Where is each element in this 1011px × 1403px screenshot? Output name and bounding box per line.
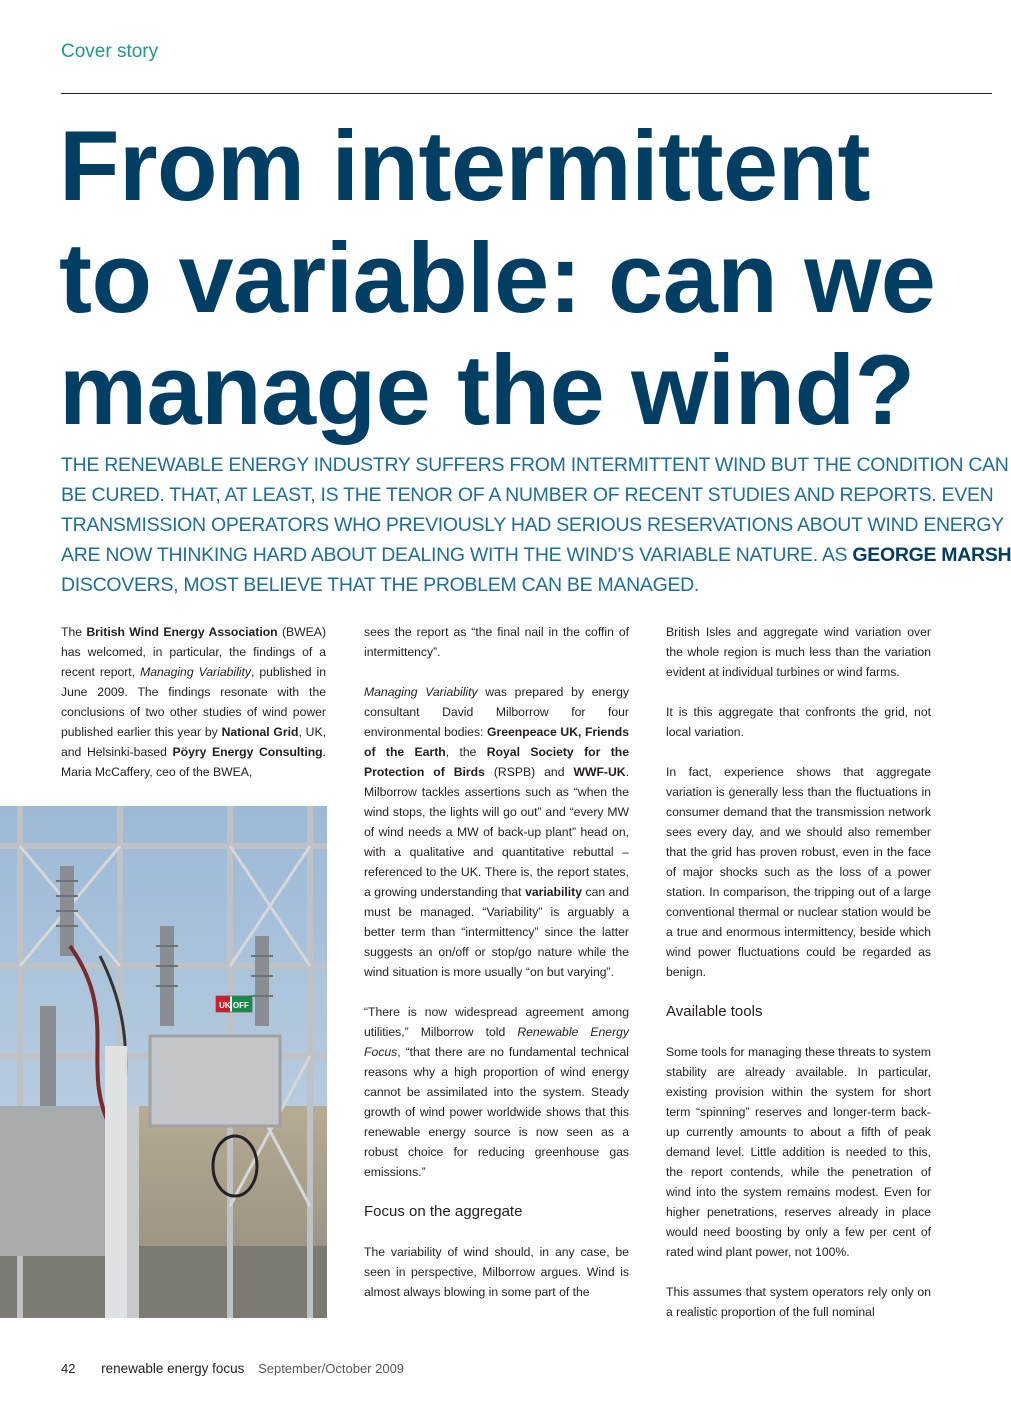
body-paragraph: Some tools for managing these threats to system stability are already available. In particular, existing provision within the system for short term “spinning” reserves and longer-term back-up currently amounts to about a fifth of peak demand level. Little addition is needed to this, the report contends, while the penetration of wind into the system remains modest. Even for higher penetrations, reserves already in place would need boosting by only a few per cent of rated wind plant power, not 100%. [666, 1045, 931, 1259]
organization-name: British Wind Energy Association [86, 625, 278, 639]
organization-name: WWF-UK [573, 765, 626, 779]
headline-line: manage the wind? [59, 334, 915, 445]
body-text: The [61, 625, 87, 639]
organization-name: Greenpeace UK, Friends of the Earth [364, 725, 629, 759]
standfirst-line: TRANSMISSION OPERATORS WHO PREVIOUSLY HAD SERIOUS RESERVATIONS ABOUT WIND ENERGY [61, 514, 1004, 536]
magazine-name: renewable energy focus [101, 1361, 245, 1376]
body-paragraph [61, 622, 326, 782]
issue-date: September/October 2009 [258, 1361, 405, 1376]
standfirst-line [61, 540, 1011, 570]
headline-line: From intermittent [59, 110, 871, 221]
body-paragraph: sees the report as “the final nail in the coffin of intermittency”. [364, 625, 629, 659]
body-text: , the [445, 745, 487, 759]
report-title: Managing Variability [364, 685, 478, 699]
article-column-1 [61, 622, 326, 782]
body-paragraph: The variability of wind should, in any case, be seen in perspective, Milborrow argues. Wind is almost always blowing in some part of the [364, 1245, 629, 1299]
body-text: “There is now widespread agreement among utilities,” Milborrow told [364, 1005, 629, 1039]
body-text: was prepared by energy consultant David Milborrow for four environmental bodies: [364, 685, 629, 739]
body-paragraph: It is this aggregate that confronts the grid, not local variation. [666, 705, 931, 739]
organization-name: National Grid [221, 725, 299, 739]
body-text: (BWEA) has welcomed, in particular, the findings of a recent report, [61, 625, 326, 679]
header-rule [61, 93, 992, 94]
page-number: 42 [61, 1361, 76, 1376]
body-text: . Maria McCaffery, ceo of the BWEA, [61, 745, 326, 779]
body-paragraph [364, 682, 629, 982]
headline [59, 110, 979, 446]
article-column-3 [666, 622, 931, 1322]
body-text: , published in June 2009. The findings resonate with the conclusions of two other studies of wind power published earlier this year by [61, 665, 327, 739]
subheading: Available tools [666, 1003, 763, 1020]
author-name: GEORGE MARSH [852, 544, 1011, 566]
standfirst-line: DISCOVERS, MOST BELIEVE THAT THE PROBLEM CAN BE MANAGED. [61, 574, 700, 596]
page-footer [61, 1361, 426, 1376]
organization-name: Royal Society for the Protection of Birds [364, 745, 629, 779]
body-text: (RSPB) and [484, 765, 574, 779]
magazine-title: Renewable Energy Focus [364, 1025, 629, 1059]
sign-text: UK OFF [219, 1001, 249, 1010]
body-text: , UK, and Helsinki-based [61, 725, 326, 759]
body-paragraph: This assumes that system operators rely only on a realistic proportion of the full nominal [666, 1285, 931, 1319]
section-label: Cover story [61, 41, 159, 62]
standfirst-line: THE RENEWABLE ENERGY INDUSTRY SUFFERS FROM INTERMITTENT WIND BUT THE CONDITION CAN [61, 454, 1009, 476]
body-text: . Milborrow tackles assertions such as “when the wind stops, the lights will go out” and “every MW of wind needs a MW of back-up plant” head on, with a qualitative and quantitative rebuttal – referenced to the UK. There is, the report states, a growing understanding that [364, 765, 629, 899]
body-paragraph: In fact, experience shows that aggregate variation is generally less than the fluctuations in consumer demand that the transmission network sees every day, and we should also remember that the grid has proven robust, even in the face of major shocks such as the loss of a power station. In comparison, the tripping out of a large conventional thermal or nuclear station would be a true and enormous intermittency, beside which wind power fluctuations could be regarded as benign. [666, 765, 931, 979]
headline-line: to variable: can we [59, 222, 936, 333]
body-text: can and must be managed. “Variability” is arguably a better term than “intermittency” since the latter suggests an on/off or stop/go nature while the wind situation is more usually “on but varying”. [364, 885, 629, 979]
body-paragraph [364, 1002, 629, 1182]
organization-name: Pöyry Energy Consulting [172, 745, 323, 759]
article-column-2 [364, 622, 629, 1302]
standfirst-line: BE CURED. THAT, AT LEAST, IS THE TENOR OF A NUMBER OF RECENT STUDIES AND REPORTS. EVEN [61, 484, 994, 506]
standfirst [61, 450, 1011, 600]
body-paragraph: British Isles and aggregate wind variation over the whole region is much less than the variation evident at individual turbines or wind farms. [666, 625, 931, 679]
standfirst-text: ARE NOW THINKING HARD ABOUT DEALING WITH THE WIND’S VARIABLE NATURE. AS [61, 544, 853, 566]
report-title: Managing Variability [140, 665, 251, 679]
emphasis-term: variability [525, 885, 582, 899]
body-text: , “that there are no fundamental technical reasons why a high proportion of wind energy cannot be assimilated into the system. Steady growth of wind power worldwide shows that this renewable energy source is now seen as a robust choice for reducing greenhouse gas emissions.” [364, 1045, 629, 1179]
subheading: Focus on the aggregate [364, 1203, 523, 1220]
substation-photo [0, 806, 327, 1318]
